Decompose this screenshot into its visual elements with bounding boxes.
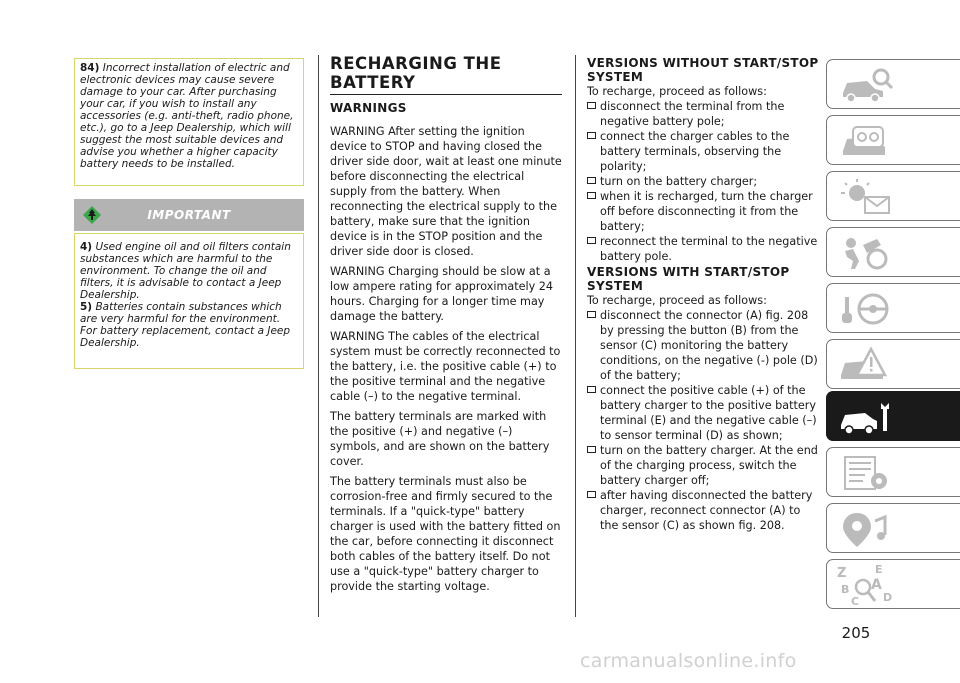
checkbox-icon — [587, 446, 596, 453]
checkbox-icon — [587, 311, 596, 318]
paragraph: WARNING After setting the ignition device to STOP and having closed the driver side door, wait at least one minute before disconnecting the electrical supply from the battery. When reconnecting the electrical supply to the battery, make sure that the ignition device is in the STOP position and the driver side door is closed. — [330, 125, 562, 258]
watermark: carmanualsonline.info — [580, 650, 797, 672]
steering-start-icon — [837, 287, 897, 331]
list-item-text: disconnect the connector (A) fig. 208 by pressing the button (B) from the sensor (C) monitoring the battery conditions, on the negative (-) pole (D) of the battery; — [600, 309, 818, 382]
intro-text: To recharge, proceed as follows: — [587, 294, 767, 307]
important-note-text: Used engine oil and oil filters contain substances which are harmful to the environment. To change the oil and filters, it is advisable to contact a Jeep Dealership. — [80, 241, 291, 301]
list-item-text: connect the positive cable (+) of the battery charger to the positive battery terminal (E) and the negative cable (–) to sensor terminal (D) as shown; — [600, 384, 817, 442]
tab-emergency[interactable] — [826, 339, 960, 389]
tab-lights-warnings[interactable] — [826, 171, 960, 221]
list-item-text: disconnect the terminal from the negative battery pole; — [600, 100, 785, 128]
list-item — [587, 99, 820, 129]
tab-frame — [826, 171, 960, 221]
checkbox-icon — [587, 386, 596, 393]
list-item-text: when it is recharged, turn the charger off before disconnecting it from the battery; — [600, 190, 813, 233]
list-item-text: connect the charger cables to the battery terminals, observing the polarity; — [600, 130, 790, 173]
with-ss-heading: VERSIONS WITH START/STOP SYSTEM — [587, 265, 790, 293]
multimedia-icon — [837, 507, 897, 551]
car-maintenance-icon — [837, 395, 897, 439]
tab-frame — [826, 503, 960, 553]
tab-index[interactable] — [826, 559, 960, 609]
list-item-text: reconnect the terminal to the negative battery pole. — [600, 235, 818, 263]
checkbox-icon — [587, 192, 596, 199]
warning-note-box — [74, 58, 304, 186]
important-title: IMPORTANT — [147, 208, 231, 222]
with-ss-section — [587, 265, 820, 533]
checkbox-icon — [587, 237, 596, 244]
dashboard-car-icon — [837, 119, 897, 163]
tab-frame — [826, 339, 960, 389]
tab-frame — [826, 227, 960, 277]
tab-maintenance[interactable] — [826, 391, 960, 441]
checkbox-icon — [587, 491, 596, 498]
list-item — [587, 129, 820, 174]
tab-multimedia[interactable] — [826, 503, 960, 553]
tab-frame — [826, 283, 960, 333]
intro-text: To recharge, proceed as follows: — [587, 85, 767, 98]
tab-frame — [826, 391, 960, 441]
tab-safety[interactable] — [826, 227, 960, 277]
index-letters-icon — [833, 563, 903, 607]
list-item-text: after having disconnected the battery charger, reconnect connector (A) to the sensor (C) as shown fig. 208. — [600, 489, 813, 532]
safety-airbag-icon — [837, 231, 897, 275]
list-item — [587, 174, 820, 189]
tab-dashboard[interactable] — [826, 115, 960, 165]
important-header — [74, 199, 304, 231]
checkbox-icon — [587, 102, 596, 109]
without-ss-heading: VERSIONS WITHOUT START/STOP SYSTEM — [587, 56, 819, 84]
emergency-car-icon — [837, 343, 897, 387]
important-note-number: 5) — [80, 301, 93, 313]
section-title: RECHARGING THE BATTERY — [330, 54, 562, 95]
tab-car-info[interactable] — [826, 59, 960, 109]
tab-frame — [826, 59, 960, 109]
index-letter: A — [871, 577, 882, 593]
tab-frame — [826, 559, 960, 609]
page-number: 205 — [841, 624, 871, 642]
car-info-icon — [837, 63, 897, 107]
paragraph: WARNING The cables of the electrical system must be correctly reconnected to the battery, i.e. the positive cable (+) to the positive terminal and the negative cable (–) to the negative terminal. — [330, 330, 561, 403]
tab-frame — [826, 115, 960, 165]
important-note-number: 4) — [80, 241, 93, 253]
warnings-heading: WARNINGS — [330, 101, 407, 115]
index-letter: E — [875, 563, 883, 576]
list-item-text: turn on the battery charger; — [600, 175, 758, 188]
warning-note-text: Incorrect installation of electric and electronic devices may cause severe damage to your car. After purchasing your car, if you wish to install any accessories (e.g. anti-theft, radio phone, etc.), go to a Jeep Dealership, which will suggest the most suitable devices and advise you whether a higher capacity battery needs to be installed. — [80, 62, 294, 170]
paragraph: The battery terminals are marked with the positive (+) and negative (–) symbols, and are shown on the battery cover. — [330, 410, 550, 468]
tab-starting-driving[interactable] — [826, 283, 960, 333]
index-letter: B — [841, 583, 850, 596]
important-box — [74, 233, 304, 369]
important-note — [80, 301, 298, 349]
checkbox-icon — [587, 132, 596, 139]
list-item — [587, 308, 820, 383]
tab-technical-data[interactable] — [826, 447, 960, 497]
environment-icon — [82, 205, 102, 225]
index-letter: Z — [837, 566, 847, 581]
warnings-section — [330, 101, 562, 599]
column-divider — [318, 55, 319, 617]
paragraph: The battery terminals must also be corrosion-free and firmly secured to the terminals. If a "quick-type" battery charger is used with the battery fitted on the car, before connecting it disconnect both cables of the battery itself. Do not use a "quick-type" battery charger to provide the starting voltage. — [330, 475, 561, 593]
index-letter: D — [883, 591, 893, 604]
list-item — [587, 383, 820, 443]
tab-frame — [826, 447, 960, 497]
paragraph: WARNING Charging should be slow at a low ampere rating for approximately 24 hours. Charging for a longer time may damage the battery. — [330, 265, 554, 323]
index-letter: C — [851, 595, 860, 607]
warning-note-number: 84) — [80, 62, 100, 74]
important-note-text: Batteries contain substances which are very harmful for the environment. For battery replacement, contact a Jeep Dealership. — [80, 301, 291, 349]
lights-warning-icon — [837, 175, 897, 219]
important-note — [80, 241, 298, 301]
technical-data-icon — [837, 451, 897, 495]
list-item-text: turn on the battery charger. At the end of the charging process, switch the battery charger off; — [600, 444, 818, 487]
column-divider — [575, 55, 576, 617]
without-ss-section — [587, 56, 820, 264]
list-item — [587, 234, 820, 264]
list-item — [587, 488, 820, 533]
checkbox-icon — [587, 177, 596, 184]
list-item — [587, 443, 820, 488]
list-item — [587, 189, 820, 234]
